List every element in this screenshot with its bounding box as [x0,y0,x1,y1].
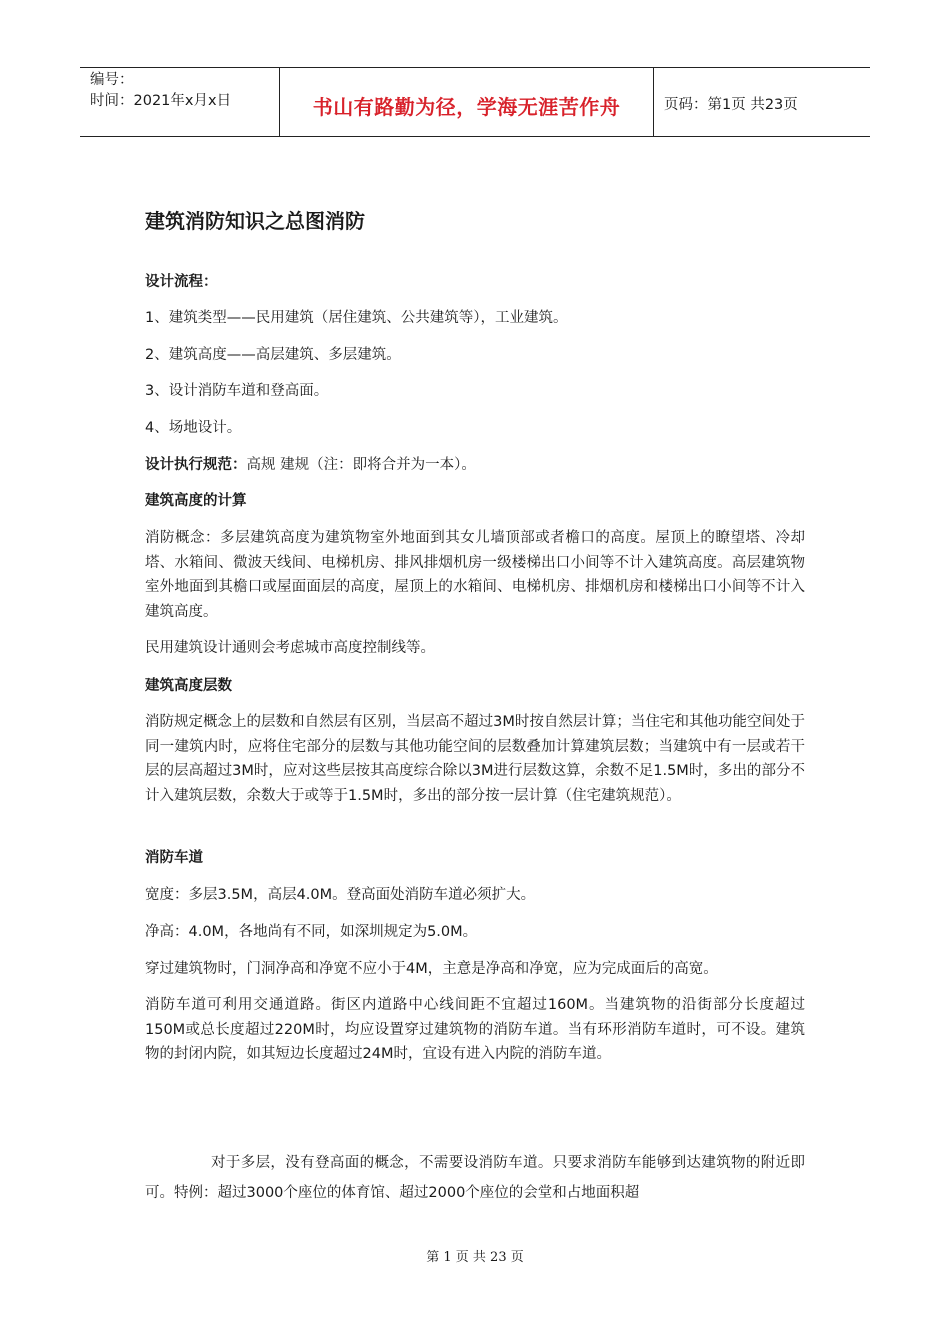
floors-paragraph-1: 消防规定概念上的层数和自然层有区别，当层高不超过3M时按自然层计算；当住宅和其他功能空间处于同一建筑内时，应将住宅部分的层数与其他功能空间的层数叠加计算建筑层数；当建筑中有一层或若干层的层高超过3M时，应对这些层按其高度综合除以3M进行层数这算，余数不足1.5M时，多出的部分不计入建筑层数，余数大于或等于1.5M时，多出的部分按一层计算（住宅建筑规范）。 [145,714,805,804]
spec-text: 高规 建规（注：即将合并为一本）。 [246,457,476,473]
flow-item-4: 4、场地设计。 [145,420,242,436]
footer-page-number: 第 1 页 共 23 页 [426,1250,524,1265]
road-paragraph-4: 消防车道可利用交通道路。街区内道路中心线间距不宜超过160M。当建筑物的沿街部分长度超过150M或总长度超过220M时，均应设置穿过建筑物的消防车道。当有环形消防车道时，可不设。建筑物的封闭内院，如其短边长度超过24M时，宜设有进入内院的消防车道。 [145,997,805,1062]
page-footer [0,1246,950,1265]
document-time-label: 时间：2021年x月x日 [90,93,232,109]
document-title: 建筑消防知识之总图消防 [145,209,365,233]
header-meta [80,68,280,136]
road-paragraph-2: 净高：4.0M，各地尚有不同，如深圳规定为5.0M。 [145,924,478,940]
flow-heading: 设计流程： [145,274,218,290]
flow-item-1: 1、建筑类型——民用建筑（居住建筑、公共建筑等），工业建筑。 [145,310,568,326]
document-number-label: 编号： [90,72,134,88]
header-page-cell [654,70,870,136]
spec-label: 设计执行规范： [145,457,247,473]
road-heading: 消防车道 [145,850,203,866]
header-motto-cell [280,68,654,136]
road-paragraph-1: 宽度：多层3.5M，高层4.0M。登高面处消防车道必须扩大。 [145,887,536,903]
flow-item-2: 2、建筑高度——高层建筑、多层建筑。 [145,347,401,363]
height-heading: 建筑高度的计算 [145,493,247,509]
header-motto: 书山有路勤为径，学海无涯苦作舟 [312,94,621,119]
multi-storey-paragraph: 对于多层，没有登高面的概念，不需要设消防车道。只要求消防车能够到达建筑物的附近即可。特例：超过3000个座位的体育馆、超过2000个座位的会堂和占地面积超 [145,1155,805,1201]
road-paragraph-3: 穿过建筑物时，门洞净高和净宽不应小于4M，主意是净高和净宽，应为完成面后的高宽。 [145,961,718,977]
header-page-label: 页码：第1页 共23页 [664,96,798,113]
height-paragraph-1: 消防概念：多层建筑高度为建筑物室外地面到其女儿墙顶部或者檐口的高度。屋顶上的瞭望塔、冷却塔、水箱间、微波天线间、电梯机房、排风排烟机房一级楼梯出口小间等不计入建筑高度。高层建筑物室外地面到其檐口或屋面面层的高度，屋顶上的水箱间、电梯机房、排烟机房和楼梯出口小间等不计入建筑高度。 [145,530,805,620]
document-header [80,67,870,137]
flow-item-3: 3、设计消防车道和登高面。 [145,383,329,399]
floors-heading: 建筑高度层数 [145,678,232,694]
spec-paragraph [145,453,805,478]
height-paragraph-2: 民用建筑设计通则会考虑城市高度控制线等。 [145,640,435,656]
